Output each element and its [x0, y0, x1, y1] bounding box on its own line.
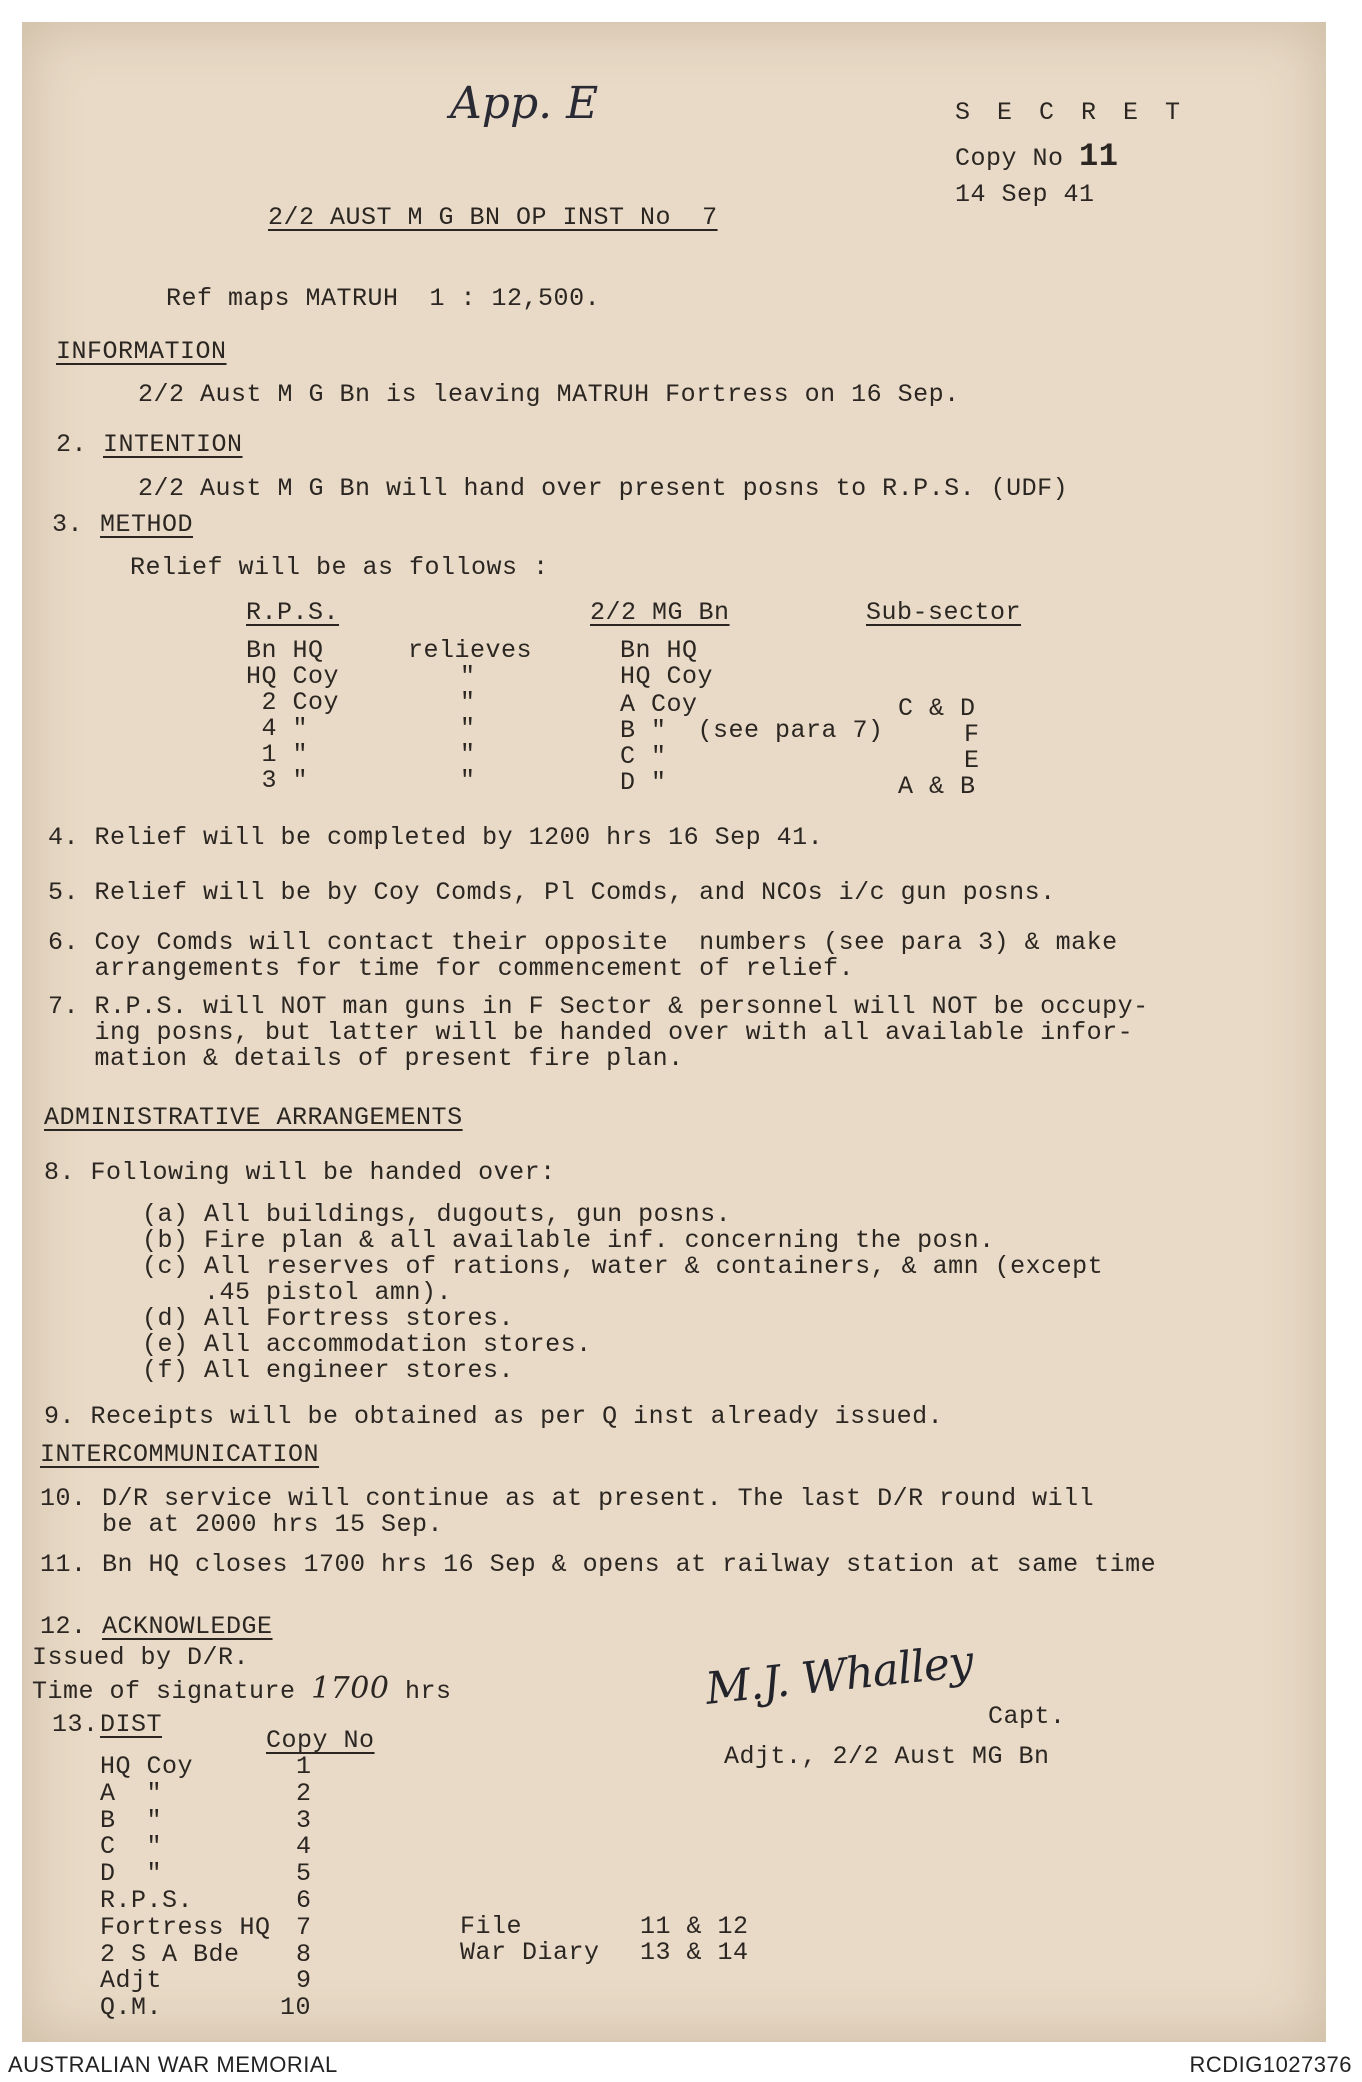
para-6-line-2: arrangements for time for commencement of relief.	[48, 954, 855, 983]
relief-row-mg: C "	[620, 742, 667, 771]
intention-text: 2/2 Aust M G Bn will hand over present posns to R.P.S. (UDF)	[138, 474, 1069, 503]
admin-item: (f) All engineer stores.	[142, 1356, 515, 1385]
dist-unit: Q.M.	[100, 1993, 163, 2023]
intention-heading: INTENTION	[103, 430, 243, 459]
relief-row-verb: "	[460, 688, 476, 717]
document-title: 2/2 AUST M G BN OP INST No 7	[268, 203, 718, 232]
intercom-heading: INTERCOMMUNICATION	[40, 1440, 320, 1469]
relief-row-mg: Bn HQ	[620, 636, 698, 665]
information-heading: INFORMATION	[56, 337, 227, 366]
dist-copy-number: 8	[296, 1939, 312, 1969]
signature-scrawl: M.J. Whalley	[703, 1636, 976, 1715]
relief-row-subsector: A & B	[898, 772, 976, 801]
copy-label: Copy No	[955, 144, 1064, 173]
para-9: 9. Receipts will be obtained as per Q inst already issued.	[44, 1402, 944, 1431]
relief-row-subsector: F	[964, 720, 980, 749]
dist-copy-header: Copy No	[266, 1726, 375, 1755]
method-heading: METHOD	[100, 510, 194, 539]
method-number: 3.	[52, 510, 84, 539]
handwritten-annotation: App. E	[450, 78, 599, 129]
dist-extra-unit: File	[460, 1912, 523, 1941]
dist-copy-number: 9	[296, 1966, 312, 1996]
intention-number: 2.	[56, 430, 88, 459]
dist-copy-number: 4	[296, 1832, 312, 1862]
copy-number-line	[955, 138, 1118, 175]
time-of-signature	[32, 1671, 451, 1706]
dist-copy-number: 2	[296, 1778, 312, 1808]
dist-number: 13.	[52, 1710, 99, 1739]
dist-unit: Adjt	[100, 1966, 163, 1996]
classification-marking: S E C R E T	[955, 98, 1187, 127]
relief-col-rps: R.P.S.	[246, 598, 340, 627]
admin-item: .45 pistol amn).	[142, 1278, 453, 1307]
relief-row-subsector: C & D	[898, 694, 976, 723]
dist-copy-number: 7	[296, 1912, 312, 1942]
method-intro: Relief will be as follows :	[130, 553, 549, 582]
para-7-line-1: 7. R.P.S. will NOT man guns in F Sector & personnel will NOT be occupy-	[48, 992, 1149, 1021]
relief-row-rps: 4 "	[246, 714, 309, 743]
copy-number: 11	[1079, 138, 1119, 175]
archive-footer-right: RCDIG1027376	[1189, 2052, 1352, 2077]
admin-item: (c) All reserves of rations, water & containers, & amn (except	[142, 1252, 1104, 1281]
signature-appointment: Adjt., 2/2 Aust MG Bn	[724, 1742, 1050, 1771]
para-7-line-2: ing posns, but latter will be handed over with all available infor-	[48, 1018, 1134, 1047]
relief-col-mg-bn: 2/2 MG Bn	[590, 598, 730, 627]
relief-row-rps: HQ Coy	[246, 662, 340, 691]
dist-unit: B "	[100, 1805, 163, 1835]
archive-footer-left: AUSTRALIAN WAR MEMORIAL	[8, 2052, 338, 2077]
relief-row-rps: Bn HQ	[246, 636, 324, 665]
relief-row-rps: 2 Coy	[246, 688, 340, 717]
relief-row-verb: relieves	[408, 636, 533, 665]
dist-unit: A "	[100, 1778, 163, 1808]
acknowledge-heading: ACKNOWLEDGE	[102, 1612, 273, 1641]
ref-maps: Ref maps MATRUH 1 : 12,500.	[166, 284, 601, 313]
para-5: 5. Relief will be by Coy Comds, Pl Comds, and NCOs i/c gun posns.	[48, 878, 1056, 907]
dist-copy-number: 3	[296, 1805, 312, 1835]
relief-col-subsector: Sub-sector	[866, 598, 1022, 627]
dist-copy-number: 10	[280, 1993, 312, 2023]
dist-unit: D "	[100, 1859, 163, 1889]
dist-unit: C "	[100, 1832, 163, 1862]
time-value: 1700	[311, 1671, 390, 1706]
para-8: 8. Following will be handed over:	[44, 1158, 556, 1187]
dist-heading: DIST	[100, 1710, 163, 1739]
dist-unit: Fortress HQ	[100, 1912, 271, 1942]
admin-item: (b) Fire plan & all available inf. concerning the posn.	[142, 1226, 995, 1255]
relief-row-mg: D "	[620, 768, 667, 797]
para-7-line-3: mation & details of present fire plan.	[48, 1044, 684, 1073]
acknowledge-number: 12.	[40, 1612, 87, 1641]
relief-row-subsector: E	[964, 746, 980, 775]
relief-row-rps: 1 "	[246, 740, 309, 769]
relief-row-verb: "	[460, 662, 476, 691]
admin-heading: ADMINISTRATIVE ARRANGEMENTS	[44, 1103, 463, 1132]
relief-row-verb: "	[460, 766, 476, 795]
time-label: Time of signature	[32, 1677, 296, 1706]
dist-extra-copy: 11 & 12	[640, 1912, 749, 1941]
para-4: 4. Relief will be completed by 1200 hrs 16 Sep 41.	[48, 823, 824, 852]
relief-row-rps: 3 "	[246, 766, 309, 795]
document-date: 14 Sep 41	[955, 180, 1095, 209]
dist-copy-number: 5	[296, 1859, 312, 1889]
relief-row-mg: B " (see para 7)	[620, 716, 884, 745]
para-10-line-1: 10. D/R service will continue as at present. The last D/R round will	[40, 1484, 1095, 1513]
dist-unit: R.P.S.	[100, 1886, 194, 1915]
dist-unit: HQ Coy	[100, 1752, 194, 1781]
admin-item: (d) All Fortress stores.	[142, 1304, 515, 1333]
time-hrs: hrs	[404, 1677, 452, 1706]
admin-item: (a) All buildings, dugouts, gun posns.	[142, 1200, 732, 1229]
relief-row-verb: "	[460, 740, 476, 769]
relief-row-verb: "	[460, 714, 476, 743]
issued-by: Issued by D/R.	[32, 1643, 250, 1672]
dist-extra-unit: War Diary	[460, 1938, 600, 1967]
signature-rank: Capt.	[988, 1702, 1066, 1731]
admin-item: (e) All accommodation stores.	[142, 1330, 592, 1359]
para-11: 11. Bn HQ closes 1700 hrs 16 Sep & opens at railway station at same time	[40, 1550, 1157, 1579]
information-text: 2/2 Aust M G Bn is leaving MATRUH Fortress on 16 Sep.	[138, 380, 960, 409]
dist-copy-number: 6	[296, 1886, 312, 1915]
dist-unit: 2 S A Bde	[100, 1939, 240, 1969]
dist-copy-number: 1	[296, 1752, 312, 1781]
dist-extra-copy: 13 & 14	[640, 1938, 749, 1967]
relief-row-mg: HQ Coy	[620, 662, 714, 691]
para-6-line-1: 6. Coy Comds will contact their opposite numbers (see para 3) & make	[48, 928, 1118, 957]
relief-row-mg: A Coy	[620, 690, 698, 719]
para-10-line-2: be at 2000 hrs 15 Sep.	[40, 1510, 444, 1539]
